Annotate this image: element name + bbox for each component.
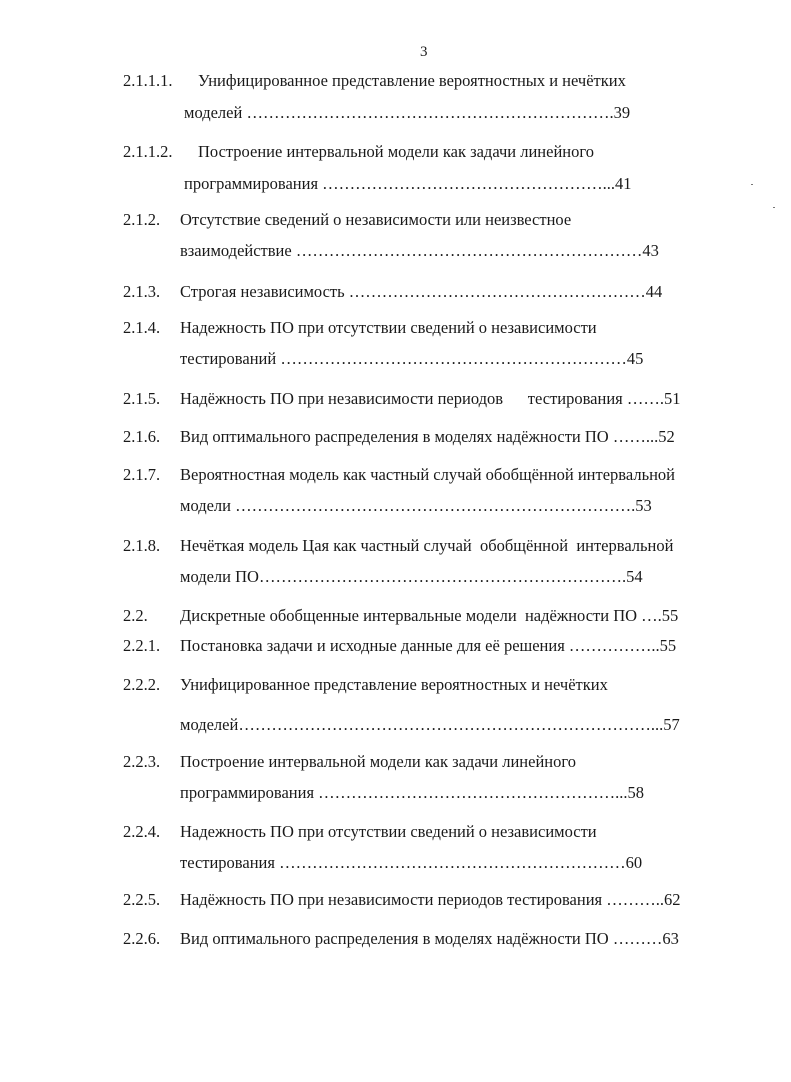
toc-entry-number: 2.1.1.1.: [123, 71, 173, 90]
toc-entry-number: 2.2.5.: [123, 890, 161, 909]
toc-entry-number: 2.2.3.: [123, 752, 161, 771]
scan-speck: [751, 184, 753, 185]
toc-entry-number: 2.1.8.: [123, 536, 161, 555]
toc-entry-title: Постановка задачи и исходные данные для её решения ……………..55: [180, 636, 677, 655]
toc-entry-title: Унифицированное представление вероятностных и нечётких: [180, 675, 608, 694]
toc-entry-title: Надежность ПО при отсутствии сведений о независимости: [180, 822, 597, 841]
toc-entry-number: 2.1.6.: [123, 427, 161, 446]
toc-entry-title-continued: моделей ………………………………………………………….39: [184, 103, 631, 122]
toc-entry-number: 2.1.3.: [123, 282, 161, 301]
toc-entry-title-continued: программирования ……………………………………………...41: [184, 174, 632, 193]
page-number: 3: [420, 44, 428, 60]
toc-entry-number: 2.2.: [123, 606, 148, 625]
toc-entry-number: 2.1.5.: [123, 389, 161, 408]
toc-entry-number: 2.1.2.: [123, 210, 161, 229]
toc-entry-title: Вид оптимального распределения в моделях надёжности ПО ……...52: [180, 427, 675, 446]
toc-entry-number: 2.2.6.: [123, 929, 161, 948]
toc-entry-title-continued: тестирований ………………………………………………………45: [180, 349, 644, 368]
toc-entry-title: Построение интервальной модели как задачи линейного: [198, 142, 594, 161]
toc-entry-number: 2.2.2.: [123, 675, 161, 694]
toc-entry-title: Дискретные обобщенные интервальные модели надёжности ПО ….55: [180, 606, 679, 625]
toc-entry-title-continued: программирования ………………………………………………...58: [180, 783, 645, 802]
toc-entry-number: 2.2.1.: [123, 636, 161, 655]
toc-entry-title: Нечёткая модель Цая как частный случай обобщённой интервальной: [180, 536, 674, 555]
toc-entry-title: Надёжность ПО при независимости периодов тестирования ………..62: [180, 890, 681, 909]
toc-entry-title: Отсутствие сведений о независимости или неизвестное: [180, 210, 572, 229]
toc-entry-title: Вид оптимального распределения в моделях надёжности ПО ………63: [180, 929, 679, 948]
toc-entry-number: 2.1.1.2.: [123, 142, 173, 161]
toc-entry-number: 2.2.4.: [123, 822, 161, 841]
toc-entry-title: Надежность ПО при отсутствии сведений о независимости: [180, 318, 597, 337]
toc-entry-title-continued: модели ……………………………………………………………….53: [180, 496, 652, 515]
toc-entry-title: Построение интервальной модели как задачи линейного: [180, 752, 576, 771]
toc-entry-title: Строгая независимость ………………………………………………44: [180, 282, 663, 301]
toc-entry-title: Унифицированное представление вероятностных и нечётких: [198, 71, 626, 90]
toc-entry-title-continued: тестирования ………………………………………………………60: [180, 853, 643, 872]
toc-entry-title-continued: моделей…………………………………………………………………...57: [180, 715, 680, 734]
toc-entry-title: Надёжность ПО при независимости периодов тестирования …….51: [180, 389, 681, 408]
toc-entry-title-continued: взаимодействие ………………………………………………………43: [180, 241, 659, 260]
toc-entry-title: Вероятностная модель как частный случай обобщённой интервальной: [180, 465, 676, 484]
toc-entry-number: 2.1.4.: [123, 318, 161, 337]
scan-speck: [773, 207, 775, 208]
toc-entry-number: 2.1.7.: [123, 465, 161, 484]
toc-entry-title-continued: модели ПО………………………………………………………….54: [180, 567, 643, 586]
